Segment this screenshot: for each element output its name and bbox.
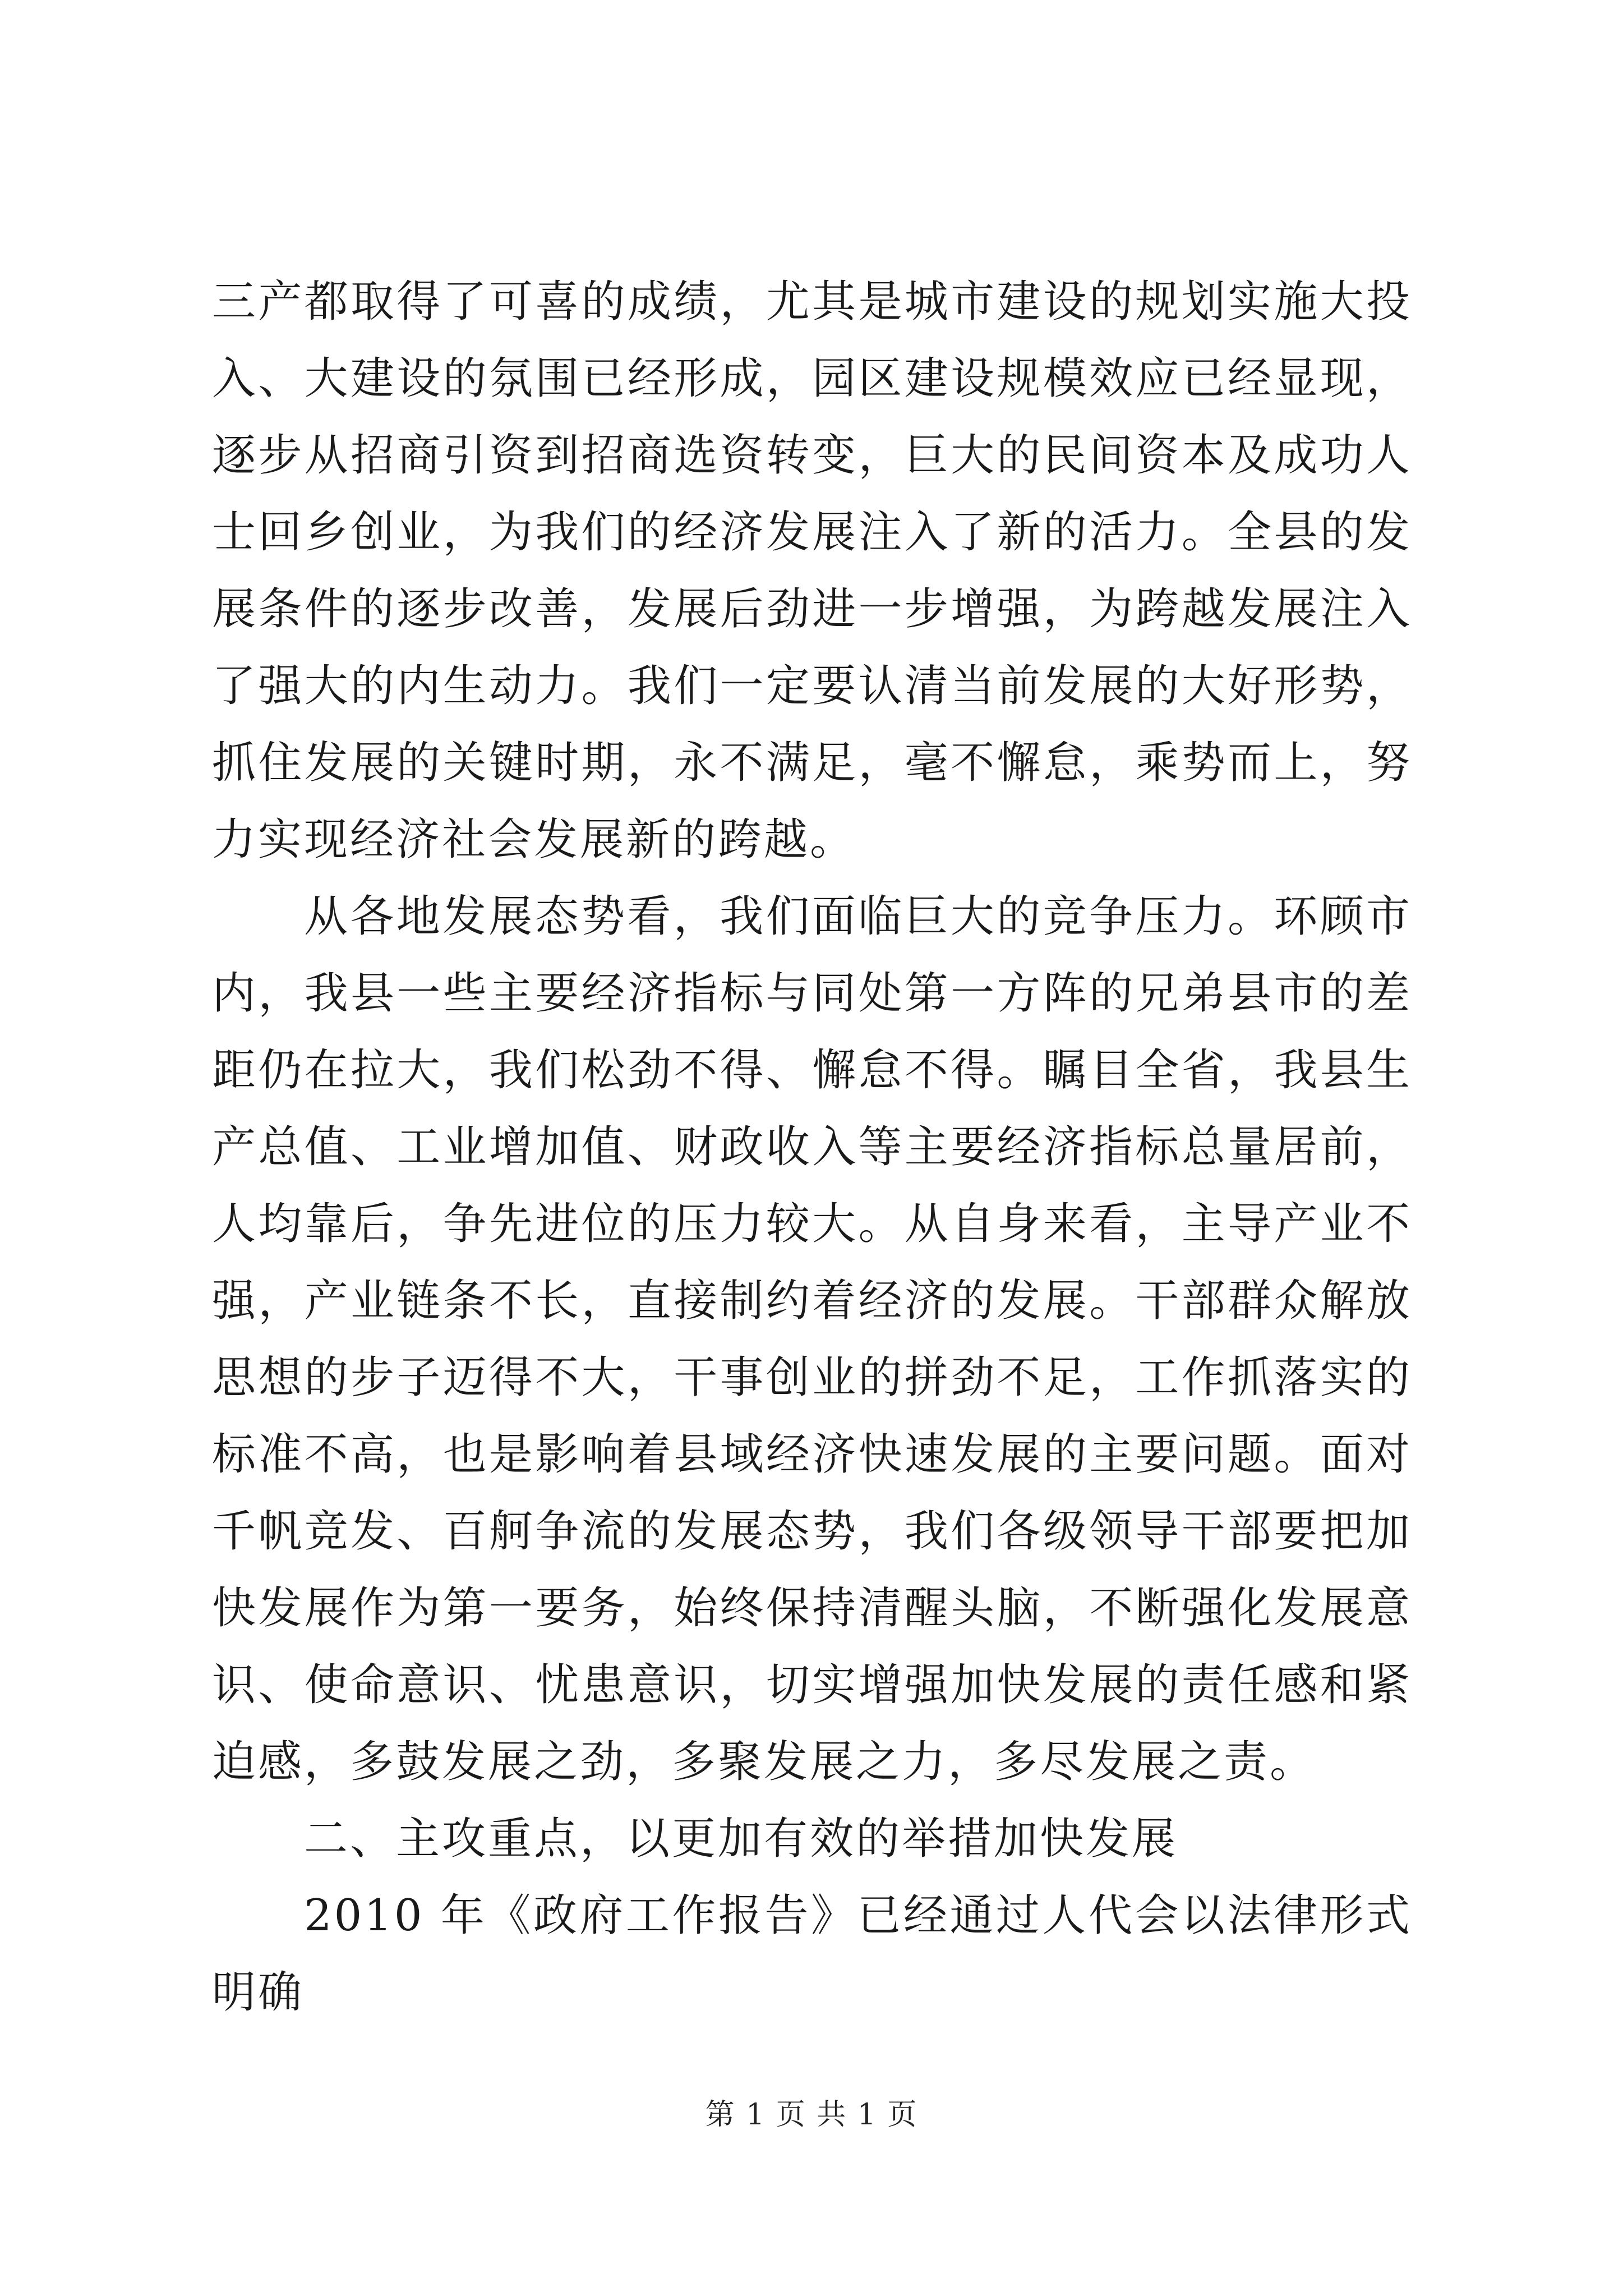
paragraph-2: 从各地发展态势看，我们面临巨大的竞争压力。环顾市内，我县一些主要经济指标与同处第一方阵的兄弟县市的差距仍在拉大，我们松劲不得、懈怠不得。瞩目全省，我县生产总值、工业增加值、财政收入等主要经济指标总量居前，人均靠后，争先进位的压力较大。从自身来看，主导产业不强，产业链条不长，直接制约着经济的发展。干部群众解放思想的步子迈得不大，干事创业的拼劲不足，工作抓落实的标准不高，也是影响着县域经济快速发展的主要问题。面对千帆竞发、百舸争流的发展态势，我们各级领导干部要把加快发展作为第一要务，始终保持清醒头脑，不断强化发展意识、使命意识、忧患意识，切实增强加快发展的责任感和紧迫感，多鼓发展之劲，多聚发展之力，多尽发展之责。 <box>212 891 1412 1787</box>
document-body <box>212 264 1412 2031</box>
paragraph-1: 三产都取得了可喜的成绩，尤其是城市建设的规划实施大投入、大建设的氛围已经形成，园区建设规模效应已经显现，逐步从招商引资到招商选资转变，巨大的民间资本及成功人士回乡创业，为我们的经济发展注入了新的活力。全县的发展条件的逐步改善，发展后劲进一步增强，为跨越发展注入了强大的内生动力。我们一定要认清当前发展的大好形势，抓住发展的关键时期，永不满足，毫不懈怠，乘势而上，努力实现经济社会发展新的跨越。 <box>212 277 1412 865</box>
paragraph-3: 2010 年《政府工作报告》已经通过人代会以法律形式明确 <box>212 1890 1412 2018</box>
page-footer: 第 1 页 共 1 页 <box>705 2098 918 2132</box>
section-heading: 二、主攻重点，以更加有效的举措加快发展 <box>304 1814 1178 1864</box>
